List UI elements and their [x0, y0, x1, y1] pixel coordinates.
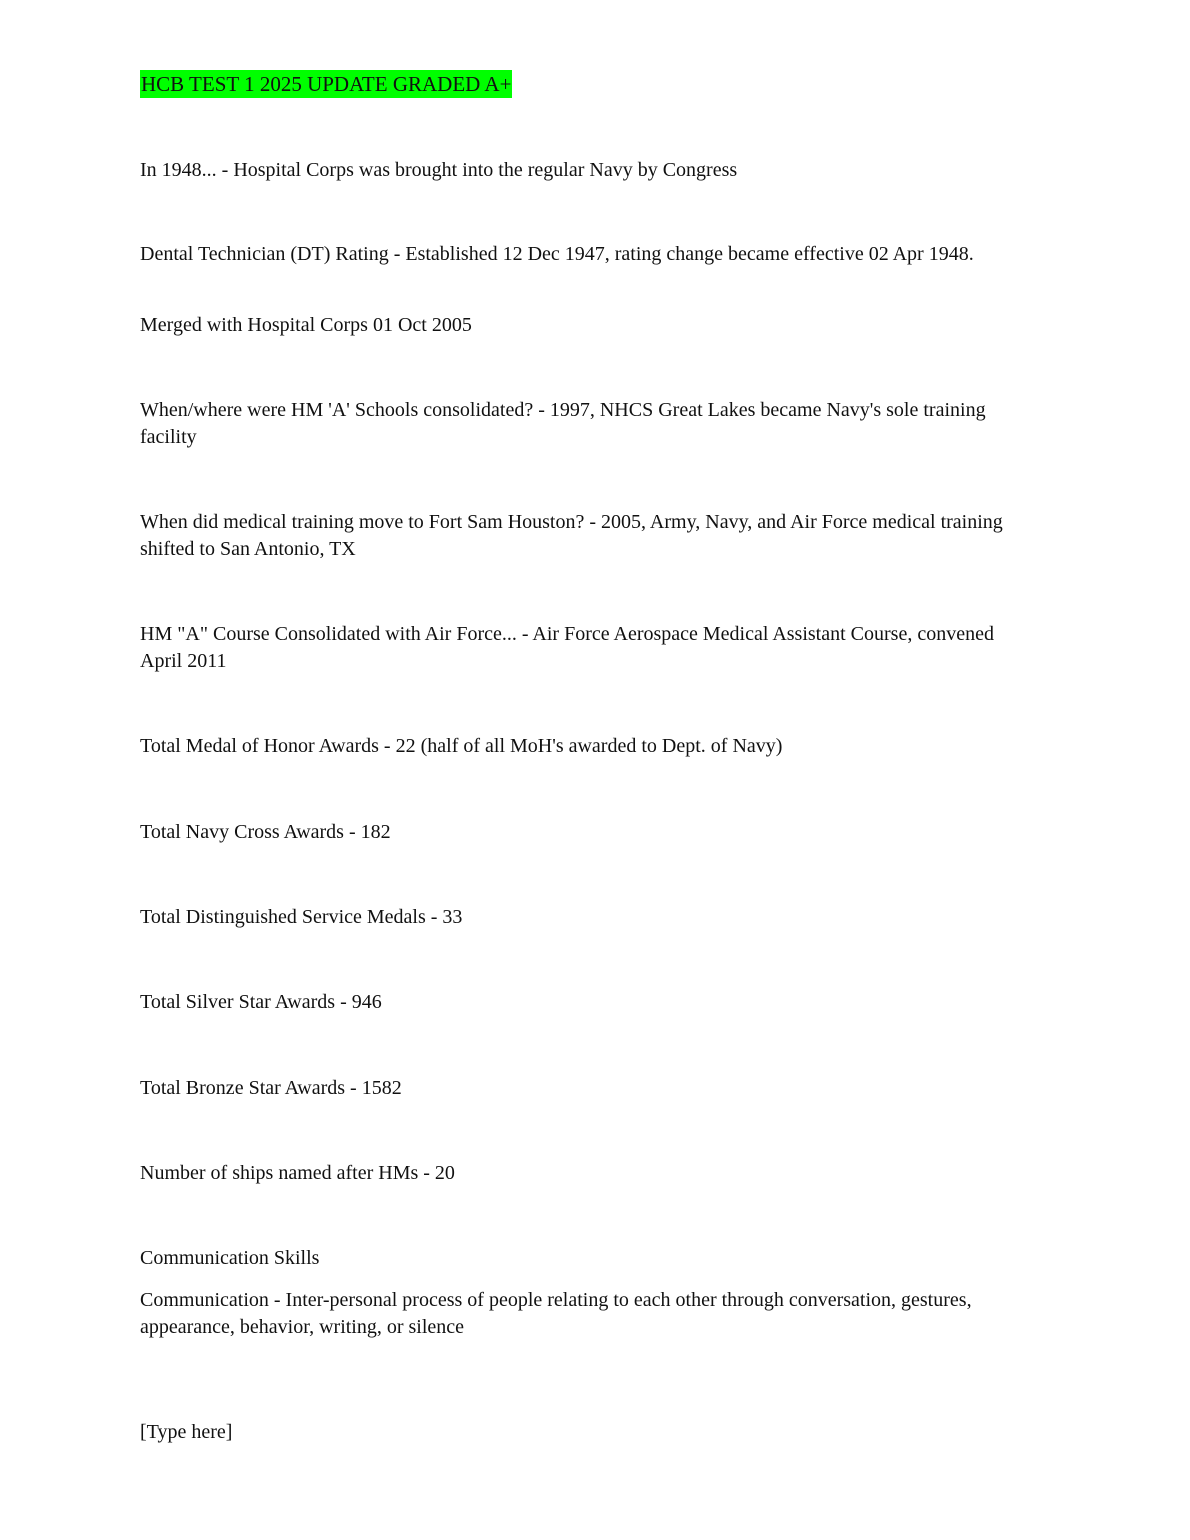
footer-placeholder: [Type here]	[140, 1421, 233, 1443]
paragraph-communication-definition: Communication - Inter-personal process of people relating to each other through conversation, gestures, appearance, behavior, writing, or silence	[140, 1289, 972, 1338]
paragraph-silver-star: Total Silver Star Awards - 946	[140, 991, 382, 1013]
paragraph-communication-skills: Communication Skills	[140, 1247, 320, 1269]
paragraph-dental-technician: Dental Technician (DT) Rating - Established 12 Dec 1947, rating change became effective 02 Apr 1948.	[140, 243, 974, 265]
paragraph-in-1948: In 1948... - Hospital Corps was brought into the regular Navy by Congress	[140, 159, 738, 181]
paragraph-ships-named: Number of ships named after HMs - 20	[140, 1162, 455, 1184]
paragraph-medal-of-honor: Total Medal of Honor Awards - 22 (half of all MoH's awarded to Dept. of Navy)	[140, 735, 783, 757]
paragraph-air-force-course: HM "A" Course Consolidated with Air Force... - Air Force Aerospace Medical Assistant Course, convened April 2011	[140, 623, 994, 672]
paragraph-a-schools: When/where were HM 'A' Schools consolidated? - 1997, NHCS Great Lakes became Navy's sole training facility	[140, 399, 986, 448]
paragraph-bronze-star: Total Bronze Star Awards - 1582	[140, 1077, 402, 1099]
paragraph-fort-sam-houston: When did medical training move to Fort Sam Houston? - 2005, Army, Navy, and Air Force medical training shifted to San Antonio, TX	[140, 511, 1003, 560]
document-title: HCB TEST 1 2025 UPDATE GRADED A+	[141, 72, 512, 96]
paragraph-merged: Merged with Hospital Corps 01 Oct 2005	[140, 314, 472, 336]
paragraph-distinguished-service: Total Distinguished Service Medals - 33	[140, 906, 463, 928]
paragraph-navy-cross: Total Navy Cross Awards - 182	[140, 821, 391, 843]
